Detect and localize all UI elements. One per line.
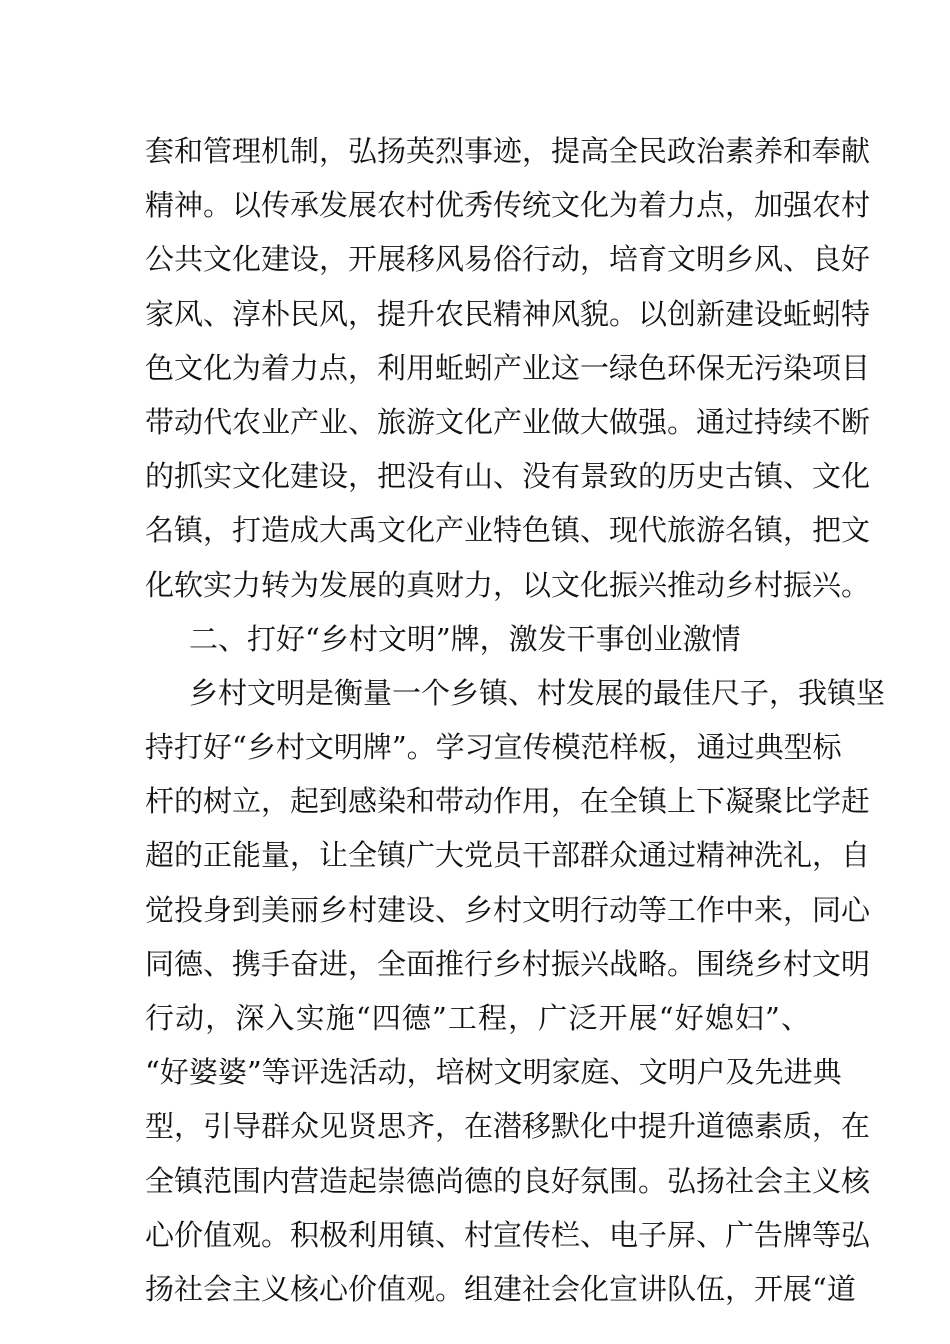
paragraph-2-line-12: 扬社会主义核心价值观。组建社会化宣讲队伍，开展“道 bbox=[145, 1271, 856, 1306]
paragraph-1-line-9: 化软实力转为发展的真财力，以文化振兴推动乡村振兴。 bbox=[145, 567, 871, 602]
paragraph-1-line-8: 名镇，打造成大禹文化产业特色镇、现代旅游名镇，把文 bbox=[145, 513, 871, 548]
paragraph-2-line-10: 全镇范围内营造起崇德尚德的良好氛围。弘扬社会主义核 bbox=[145, 1163, 871, 1198]
paragraph-2-line-4: 超的正能量，让全镇广大党员干部群众通过精神洗礼，自 bbox=[145, 838, 871, 873]
paragraph-2-line-8: “好婆婆”等评选活动，培树文明家庭、文明户及先进典 bbox=[145, 1055, 842, 1090]
paragraph-1-line-6: 带动代农业产业、旅游文化产业做大做强。通过持续不断 bbox=[145, 404, 871, 439]
document-body bbox=[145, 124, 886, 1316]
paragraph-1-line-2: 精神。以传承发展农村优秀传统文化为着力点，加强农村 bbox=[145, 188, 871, 223]
paragraph-1-line-3: 公共文化建设，开展移风易俗行动，培育文明乡风、良好 bbox=[145, 242, 871, 277]
paragraph-2-line-6: 同德、携手奋进，全面推行乡村振兴战略。围绕乡村文明 bbox=[145, 946, 871, 981]
paragraph-2-line-11: 心价值观。积极利用镇、村宣传栏、电子屏、广告牌等弘 bbox=[145, 1217, 871, 1252]
paragraph-2-line-1: 乡村文明是衡量一个乡镇、村发展的最佳尺子，我镇坚 bbox=[189, 675, 886, 710]
paragraph-1-line-1: 套和管理机制，弘扬英烈事迹，提高全民政治素养和奉献 bbox=[145, 134, 871, 168]
paragraph-1-line-7: 的抓实文化建设，把没有山、没有景致的历史古镇、文化 bbox=[145, 459, 871, 494]
paragraph-2-line-3: 杆的树立，起到感染和带动作用，在全镇上下凝聚比学赶 bbox=[145, 784, 871, 819]
paragraph-2-line-2: 持打好“乡村文明牌”。学习宣传模范样板，通过典型标 bbox=[145, 730, 842, 765]
paragraph-2-line-7: 行动，深入实施“四德”工程，广泛开展“好媳妇”、 bbox=[145, 1001, 810, 1035]
section-heading: 二、打好“乡村文明”牌，激发干事创业激情 bbox=[189, 621, 741, 656]
paragraph-1-line-4: 家风、淳朴民风，提升农民精神风貌。以创新建设蚯蚓特 bbox=[145, 296, 871, 331]
paragraph-2-line-5: 觉投身到美丽乡村建设、乡村文明行动等工作中来，同心 bbox=[145, 892, 871, 927]
paragraph-2-line-9: 型，引导群众见贤思齐，在潜移默化中提升道德素质，在 bbox=[145, 1109, 871, 1144]
paragraph-1-line-5: 色文化为着力点，利用蚯蚓产业这一绿色环保无污染项目 bbox=[145, 350, 871, 385]
